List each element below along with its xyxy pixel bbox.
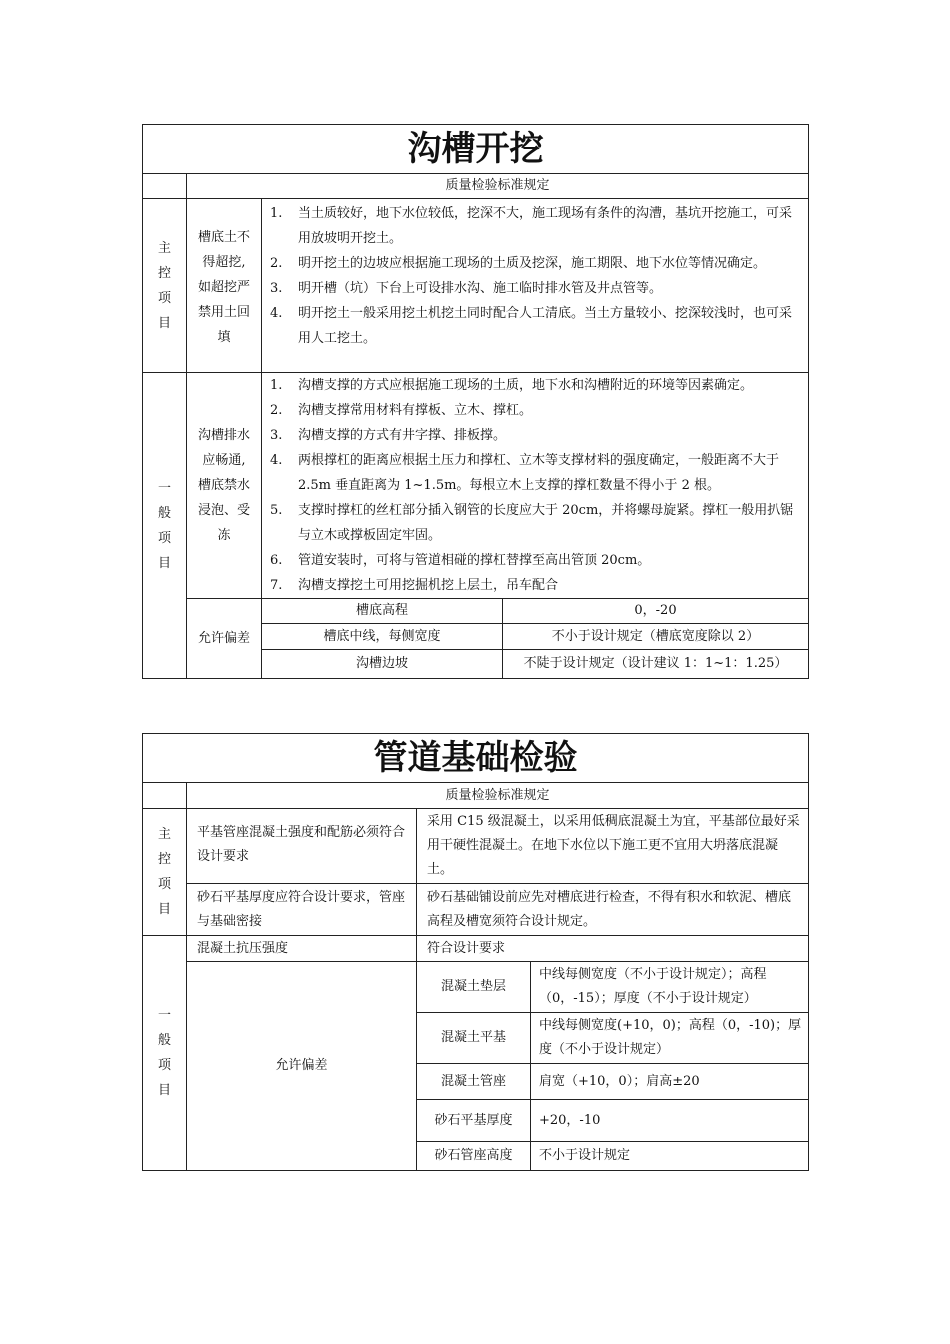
general-category: 一 般 项 目: [143, 936, 187, 1171]
empty-cell: [143, 174, 187, 199]
list-item: 4. 两根撑杠的距离应根据土压力和撑杠、立木等支撑材料的强度确定，一般距离不大于 2.5m 垂直距离为 1~1.5m。每根立木上支撑的撑杠数量不得小于 2 根。: [270, 453, 780, 493]
list-item: 6. 管道安装时，可将与管道相碰的撑杠替撑至高出管顶 20cm。: [270, 553, 651, 568]
tolerance-item: 砂石平基厚度: [417, 1100, 531, 1142]
tolerance-value: 不陡于设计规定（设计建议 1：1~1：1.25）: [503, 650, 809, 679]
list-item: 1. 沟槽支撑的方式应根据施工现场的土质，地下水和沟槽附近的环境等因素确定。: [270, 378, 754, 393]
list-item: 1. 当土质较好，地下水位较低，挖深不大，施工现场有条件的沟漕，基坑开挖施工，可采用放坡明开挖土。: [270, 206, 793, 246]
tolerance-item: 混凝土垫层: [417, 962, 531, 1013]
main-category: 主 控 项 目: [143, 809, 187, 936]
strength-label: 混凝土抗压强度: [187, 936, 417, 962]
general-category: 一 般 项 目: [143, 373, 187, 679]
standard-header: 质量检验标准规定: [187, 783, 809, 809]
main-items: [262, 199, 809, 373]
main-requirement: 砂石平基厚度应符合设计要求，管座与基础密接: [187, 884, 417, 936]
tolerance-item: 沟槽边坡: [262, 650, 503, 679]
list-item: 7. 沟槽支撑挖土可用挖掘机挖上层土，吊车配合: [270, 578, 559, 593]
tolerance-value: 不小于设计规定（槽底宽度除以 2）: [503, 624, 809, 650]
tolerance-value: 0，-20: [503, 599, 809, 624]
tolerance-value: +20，-10: [531, 1100, 809, 1142]
general-items: [262, 373, 809, 599]
trench-excavation-table: [142, 124, 809, 679]
tolerance-value: 中线每侧宽度（不小于设计规定）；高程（0，-15）；厚度（不小于设计规定）: [531, 962, 809, 1013]
list-item: 3. 沟槽支撑的方式有井字撑、排板撑。: [270, 428, 507, 443]
tolerance-item: 混凝土平基: [417, 1013, 531, 1064]
main-detail: 砂石基础铺设前应先对槽底进行检查，不得有积水和软泥、槽底高程及槽宽须符合设计规定。: [417, 884, 809, 936]
list-item: 2. 沟槽支撑常用材料有撑板、立木、撑杠。: [270, 403, 533, 418]
list-item: 5. 支撑时撑杠的丝杠部分插入钢管的长度应大于 20cm，并将螺母旋紧。撑杠一般用扒锯与立木或撑板固定牢固。: [270, 503, 794, 543]
section-title: 沟槽开挖: [143, 125, 809, 174]
tolerance-value: 肩宽（+10，0）；肩高±20: [531, 1064, 809, 1100]
list-item: 4. 明开挖土一般采用挖土机挖土同时配合人工清底。当土方量较小、挖深较浅时，也可采用人工挖土。: [270, 306, 793, 346]
section-title: 管道基础检验: [143, 734, 809, 783]
tolerance-item: 槽底高程: [262, 599, 503, 624]
strength-value: 符合设计要求: [417, 936, 809, 962]
tolerance-value: 不小于设计规定: [531, 1142, 809, 1171]
main-detail: 采用 C15 级混凝土，以采用低稠底混凝土为宜，平基部位最好采用干硬性混凝土。在地下水位以下施工更不宜用大坍落底混凝土。: [417, 809, 809, 884]
tolerance-item: 砂石管座高度: [417, 1142, 531, 1171]
main-category: 主 控 项 目: [143, 199, 187, 373]
main-requirement: 槽底土不 得超挖, 如超挖严 禁用土回 填: [187, 199, 262, 373]
standard-header: 质量检验标准规定: [187, 174, 809, 199]
empty-cell: [143, 783, 187, 809]
general-requirement: 沟槽排水 应畅通, 槽底禁水 浸泡、受 冻: [187, 373, 262, 599]
pipe-foundation-table: [142, 733, 809, 1171]
tolerance-item: 混凝土管座: [417, 1064, 531, 1100]
list-item: 2. 明开挖土的边坡应根据施工现场的土质及挖深，施工期限、地下水位等情况确定。: [270, 256, 767, 271]
main-requirement: 平基管座混凝土强度和配筋必须符合设计要求: [187, 809, 417, 884]
tolerance-label: 允许偏差: [187, 599, 262, 679]
tolerance-item: 槽底中线，每侧宽度: [262, 624, 503, 650]
tolerance-value: 中线每侧宽度(+10，0)；高程（0，-10)；厚度（不小于设计规定）: [531, 1013, 809, 1064]
tolerance-label: 允许偏差: [187, 962, 417, 1171]
list-item: 3. 明开槽（坑）下台上可设排水沟、施工临时排水管及井点管等。: [270, 281, 663, 296]
